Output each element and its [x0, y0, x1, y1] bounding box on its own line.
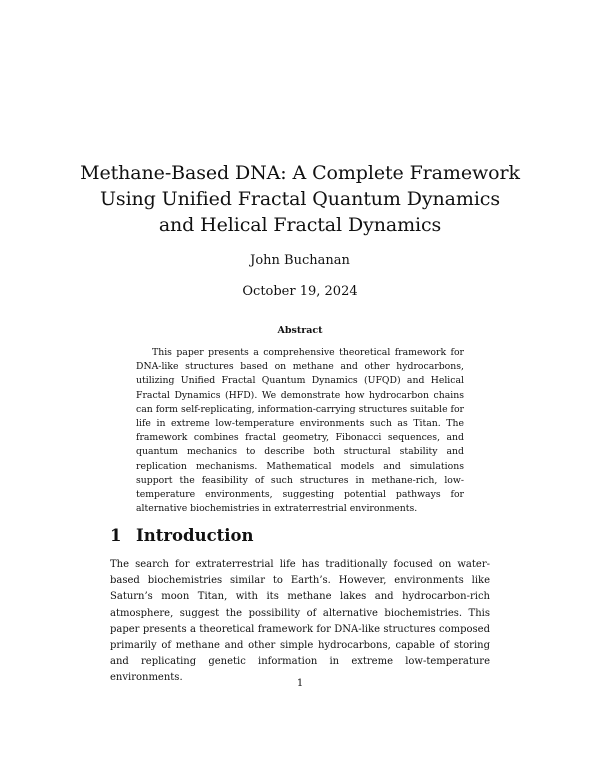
section-number: 1: [110, 526, 122, 545]
abstract-heading: Abstract: [277, 325, 323, 336]
author-name: John Buchanan: [250, 253, 350, 268]
abstract-text: This paper presents a comprehensive theoretical framework for DNA-like structures based on methane and other hydrocarbons, utilizing Unified Fractal Quantum Dynamics (UFQD) and Helical Fractal Dynamics (HFD). We demonstrate how hydrocarbon chains can form self-replicating, information-carrying structures suitable for life in extreme low-temperature environments such as Titan. The framework combines fractal geometry, Fibonacci sequences, and quantum mechanics to describe both structural stability and replication mechanisms. Mathematical models and simulations support the feasibility of such structures in methane-rich, low-temperature environments, suggesting potential pathways for alternative biochemistries in extraterrestrial environments.: [136, 347, 465, 515]
section-title: Introduction: [136, 526, 254, 545]
page-number: 1: [296, 678, 304, 689]
paper-title: Methane-Based DNA: A Complete Framework Using Unified Fractal Quantum Dynamics and Helical Fractal Dynamics: [80, 162, 520, 236]
section-heading-introduction: [110, 526, 254, 546]
section-body-introduction: The search for extraterrestrial life has traditionally focused on water-based biochemistries similar to Earth’s. However, environments like Saturn’s moon Titan, with its methane lakes and hydrocarbon-rich atmosphere, suggest the possibility of alternative biochemistries. This paper presents a theoretical framework for DNA-like structures composed primarily of methane and other simple hydrocarbons, capable of storing and replicating genetic information in extreme low-temperature environments.: [110, 559, 490, 684]
publication-date: October 19, 2024: [242, 284, 358, 299]
